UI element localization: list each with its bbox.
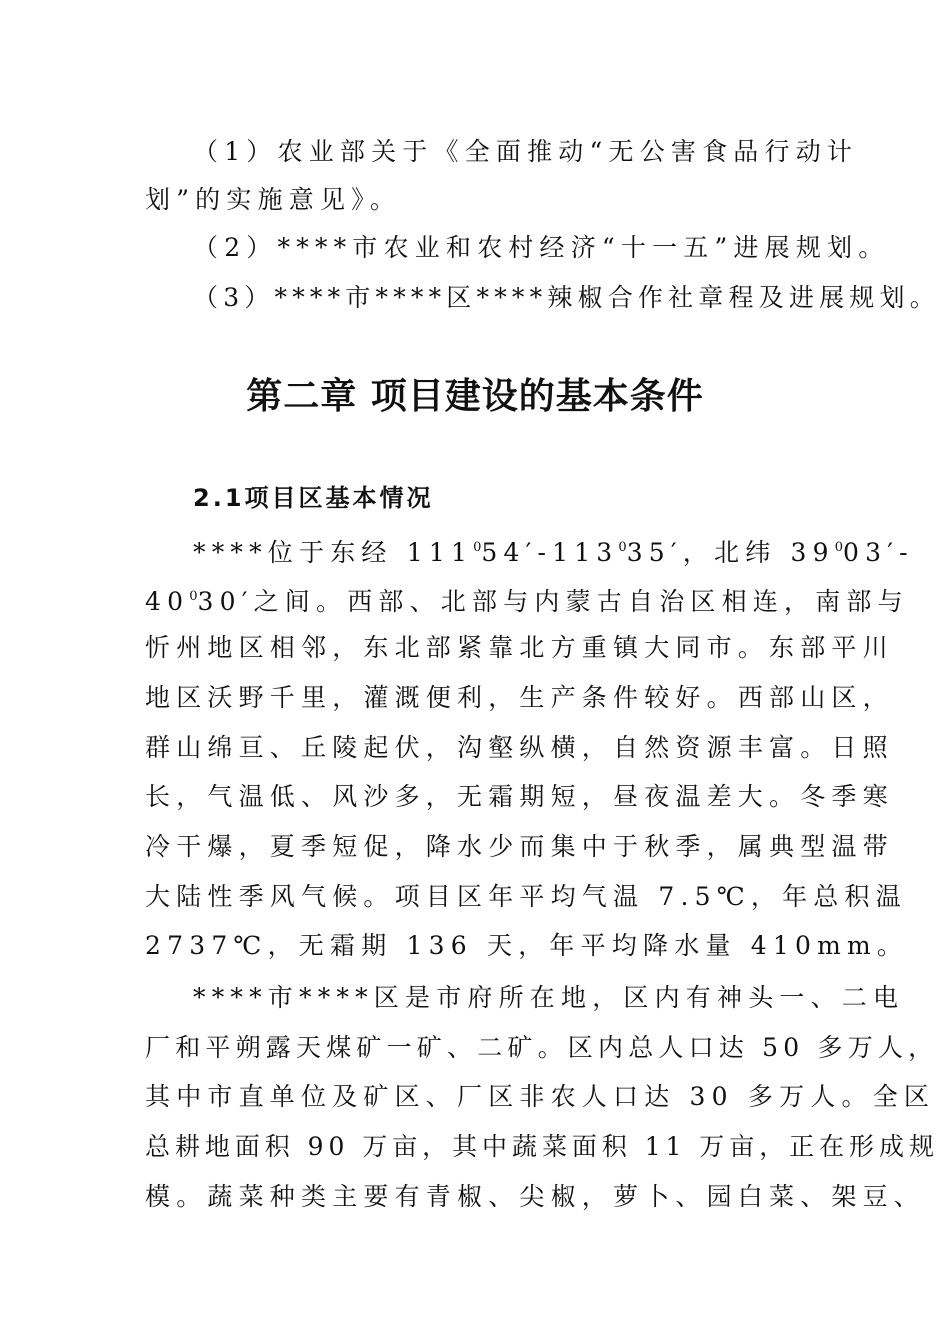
paragraph-1-line-2: $40^030'$之间。西部、北部与内蒙古自治区相连，南部与 xyxy=(145,587,909,616)
chapter-title: 第二章 项目建设的基本条件 xyxy=(246,376,704,417)
paragraph-2-line-1: ****市****区是市府所在地，区内有神头一、二电 xyxy=(193,983,905,1012)
reference-item-3: （3）****市****区****辣椒合作社章程及进展规划。 xyxy=(193,283,940,312)
paragraph-2-line-3: 其中市直单位及矿区、厂区非农人口达 30 多万人。全区 xyxy=(145,1082,936,1111)
section-heading: 2.1项目区基本情况 xyxy=(193,484,434,512)
reference-item-1: （1）农业部关于《全面推动“无公害食品行动计 xyxy=(193,137,859,166)
paragraph-1-line-6: 长，气温低、风沙多，无霜期短，昼夜温差大。冬季寒 xyxy=(145,782,894,811)
paragraph-2-line-4: 总耕地面积 90 万亩，其中蔬菜面积 11 万亩，正在形成规 xyxy=(145,1132,939,1161)
paragraph-1-line-7: 冷干爆，夏季短促，降水少而集中于秋季，属典型温带 xyxy=(145,832,894,861)
paragraph-1-line-5: 群山绵亘、丘陵起伏，沟壑纵横，自然资源丰富。日照 xyxy=(145,733,894,762)
reference-item-1-cont: 划”的实施意见》。 xyxy=(145,185,402,214)
reference-item-2: （2）****市农业和农村经济“十一五”进展规划。 xyxy=(193,233,890,262)
paragraph-1-line-1: ****位于东经 $111^054'-113^035'$，北纬 $39^003'-$ xyxy=(193,538,914,567)
paragraph-2-line-5: 模。蔬菜种类主要有青椒、尖椒，萝卜、园白菜、架豆、 xyxy=(145,1182,926,1211)
paragraph-1-line-9: 2737℃，无霜期 136 天，年平均降水量 410mm。 xyxy=(145,931,909,960)
paragraph-2-line-2: 厂和平朔露天煤矿一矿、二矿。区内总人口达 50 多万人， xyxy=(145,1033,939,1062)
paragraph-1-line-3: 忻州地区相邻，东北部紧靠北方重镇大同市。东部平川 xyxy=(145,633,894,662)
paragraph-1-line-8: 大陆性季风气候。项目区年平均气温 7.5℃，年总积温 xyxy=(145,882,907,911)
paragraph-1-line-4: 地区沃野千里，灌溉便利，生产条件较好。西部山区， xyxy=(145,683,894,712)
